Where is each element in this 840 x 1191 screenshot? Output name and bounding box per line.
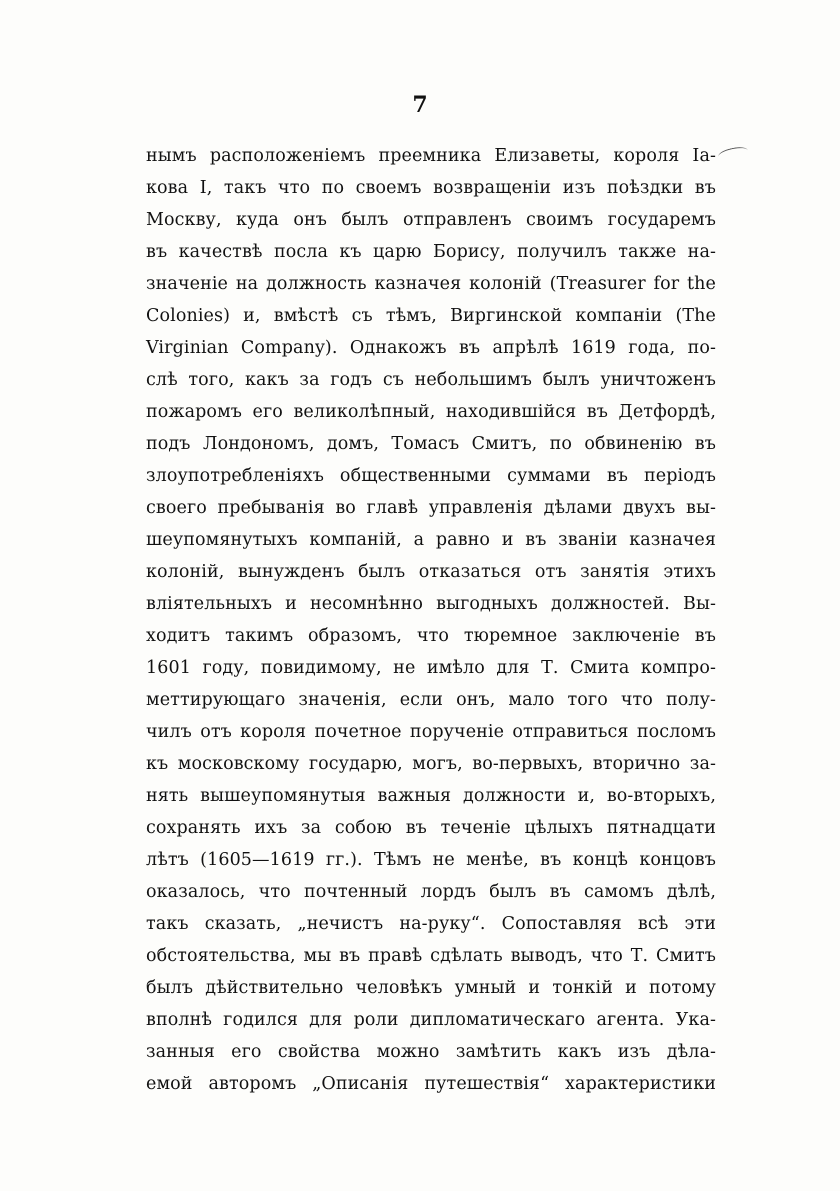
text-line: чилъ отъ короля почетное порученіе отправиться посломъ	[146, 722, 716, 742]
page-number: 7	[412, 92, 428, 118]
text-line: шеупомянутыхъ компаній, а равно и въ званіи казначея	[146, 530, 716, 550]
text-line: вполнѣ годился для роли дипломатическаго агента. Ука-	[146, 1010, 716, 1030]
text-line: въ качествѣ посла къ царю Борису, получилъ также на-	[146, 242, 716, 262]
text-line: значеніе на должность казначея колоній (Treasurer for the	[146, 274, 716, 294]
text-line: занныя его свойства можно замѣтить какъ изъ дѣла-	[146, 1042, 716, 1062]
text-line: колоній, вынужденъ былъ отказаться отъ занятія этихъ	[146, 562, 716, 582]
text-line: Colonies) и, вмѣстѣ съ тѣмъ, Виргинской компаніи (The	[146, 306, 716, 326]
text-line: вліятельныхъ и несомнѣнно выгодныхъ должностей. Вы-	[146, 594, 716, 614]
body-text	[146, 140, 716, 1100]
text-line: злоупотребленіяхъ общественными суммами въ періодъ	[146, 466, 716, 486]
text-line: былъ дѣйствительно человѣкъ умный и тонкій и потому	[146, 978, 716, 998]
text-line: къ московскому государю, могъ, во-первыхъ, вторично за-	[146, 754, 716, 774]
text-line: Virginian Company). Однакожъ въ апрѣлѣ 1619 года, по-	[146, 338, 716, 358]
text-line: своего пребыванія во главѣ управленія дѣлами двухъ вы-	[146, 498, 716, 518]
text-line: емой авторомъ „Описанія путешествія“ характеристики	[146, 1074, 716, 1094]
text-line: лѣтъ (1605—1619 гг.). Тѣмъ не менѣе, въ концѣ концовъ	[146, 850, 716, 870]
text-line: меттирующаго значенія, если онъ, мало того что полу-	[146, 690, 716, 710]
text-line: ходитъ такимъ образомъ, что тюремное заключеніе въ	[146, 626, 716, 646]
text-line: Москву, куда онъ былъ отправленъ своимъ государемъ	[146, 210, 716, 230]
text-line: пожаромъ его великолѣпный, находившійся въ Детфордѣ,	[146, 402, 716, 422]
text-line: такъ сказать, „нечистъ на-руку“. Сопоставляя всѣ эти	[146, 914, 716, 934]
text-line: 1601 году, повидимому, не имѣло для Т. Смита компро-	[146, 658, 716, 678]
text-line: обстоятельства, мы въ правѣ сдѣлать выводъ, что Т. Смитъ	[146, 946, 716, 966]
text-line: нымъ расположеніемъ преемника Елизаветы, короля Іа-	[146, 146, 716, 166]
text-line: кова I, такъ что по своемъ возвращеніи изъ поѣздки въ	[146, 178, 716, 198]
text-line: оказалось, что почтенный лордъ былъ въ самомъ дѣлѣ,	[146, 882, 716, 902]
text-line: нять вышеупомянутыя важныя должности и, во-вторыхъ,	[146, 786, 716, 806]
pencil-mark	[717, 145, 749, 162]
text-line: сохранять ихъ за собою въ теченіе цѣлыхъ пятнадцати	[146, 818, 716, 838]
text-line: подъ Лондономъ, домъ, Томасъ Смитъ, по обвиненію въ	[146, 434, 716, 454]
text-line: слѣ того, какъ за годъ съ небольшимъ былъ уничтоженъ	[146, 370, 716, 390]
